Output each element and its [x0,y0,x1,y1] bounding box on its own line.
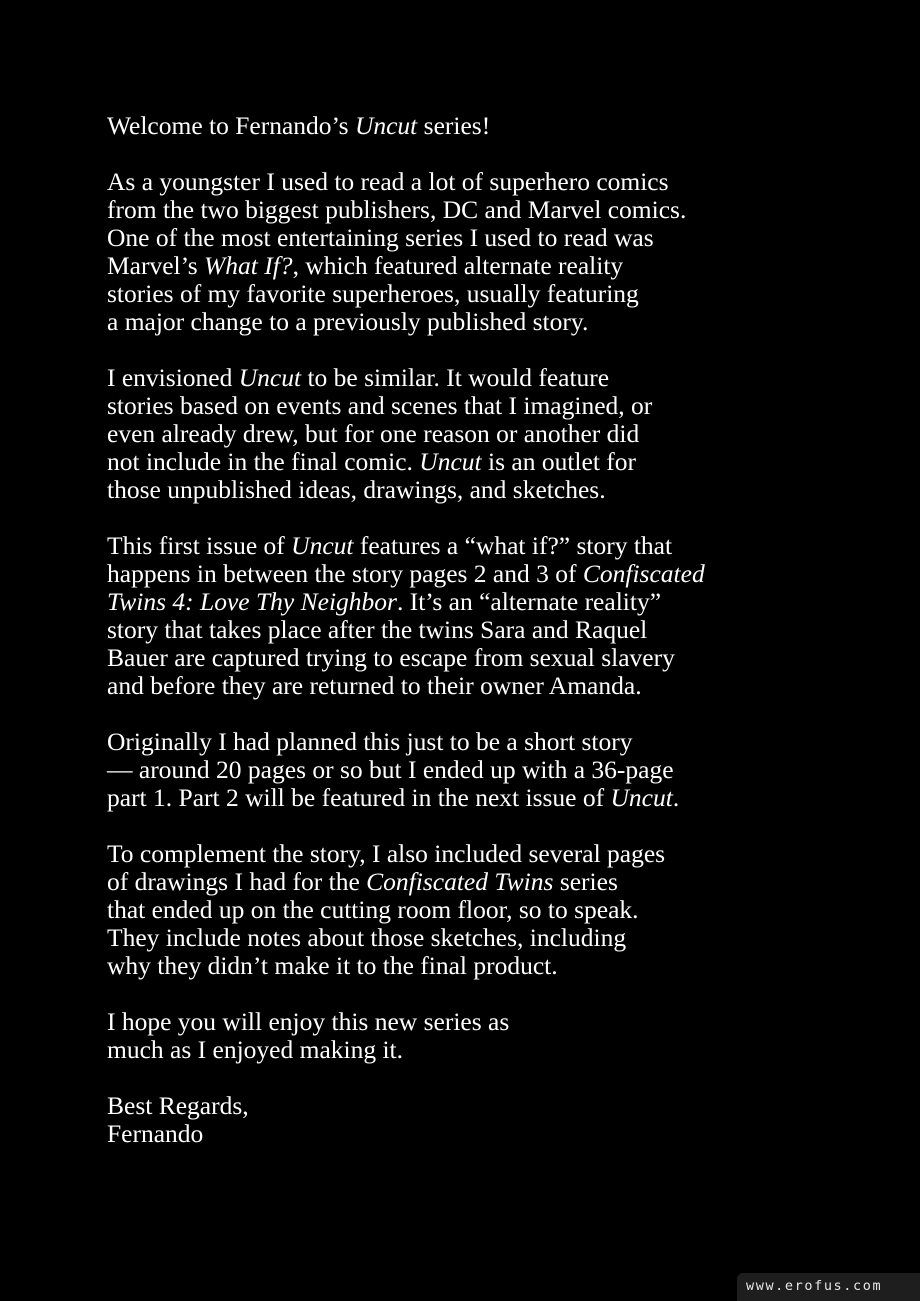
series-title: Uncut [419,447,482,476]
paragraph-3 [107,532,807,700]
text-line: from the two biggest publishers, DC and Marvel comics. [107,195,687,224]
text-line: not include in the final comic. Uncut is an outlet for [107,447,637,476]
text-line: Marvel’s What If?, which featured alternate reality [107,251,624,280]
comic-title: Confiscated [582,559,705,588]
text-line: much as I enjoyed making it. [107,1035,404,1064]
series-title: What If? [204,251,293,280]
paragraph-5 [107,840,807,980]
text-line: of drawings I had for the Confiscated Twins series [107,867,618,896]
text-line: even already drew, but for one reason or another did [107,419,640,448]
text-line: story that takes place after the twins Sara and Raquel [107,615,648,644]
closing [107,1092,807,1148]
paragraph-2 [107,364,807,504]
sign-off: Best Regards, [107,1091,249,1120]
comic-title: Confiscated Twins [366,867,554,896]
series-title: Uncut [238,363,302,392]
text-line: Bauer are captured trying to escape from sexual slavery [107,643,675,672]
text-line: those unpublished ideas, drawings, and sketches. [107,475,606,504]
watermark-text: www.erofus.com [746,1278,883,1294]
text-line: a major change to a previously published story. [107,307,589,336]
text-line: stories of my favorite superheroes, usually featuring [107,279,639,308]
text-line: why they didn’t make it to the final product. [107,951,558,980]
text-line: part 1. Part 2 will be featured in the next issue of Uncut. [107,783,680,812]
text-line: Twins 4: Love Thy Neighbor. It’s an “alternate reality” [107,587,662,616]
comic-title: Twins 4: Love Thy Neighbor [107,587,397,616]
paragraph-1 [107,168,807,336]
text-line: I envisioned Uncut to be similar. It would feature [107,363,610,392]
text-line: that ended up on the cutting room floor, so to speak. [107,895,639,924]
text-line: happens in between the story pages 2 and 3 of Confiscated [107,559,705,588]
paragraph-4 [107,728,807,812]
text-line: Originally I had planned this just to be a short story [107,727,633,756]
text-line: They include notes about those sketches, including [107,923,627,952]
text-line: As a youngster I used to read a lot of superhero comics [107,167,669,196]
greeting-paragraph [107,112,807,140]
text-line: This first issue of Uncut features a “what if?” story that [107,531,673,560]
text-line: Welcome to Fernando’s Uncut series! [107,111,491,140]
text-line: To complement the story, I also included several pages [107,839,666,868]
text-line: One of the most entertaining series I used to read was [107,223,654,252]
series-title: Uncut [291,531,354,560]
text-line: and before they are returned to their owner Amanda. [107,671,642,700]
text-line: I hope you will enjoy this new series as [107,1007,510,1036]
paragraph-6 [107,1008,807,1064]
watermark [737,1273,920,1301]
text-line: — around 20 pages or so but I ended up with a 36-page [107,755,674,784]
text-line: stories based on events and scenes that I imagined, or [107,391,653,420]
series-title: Uncut [354,111,418,140]
signature-name: Fernando [107,1119,204,1148]
letter [107,112,807,1176]
series-title: Uncut [610,783,673,812]
